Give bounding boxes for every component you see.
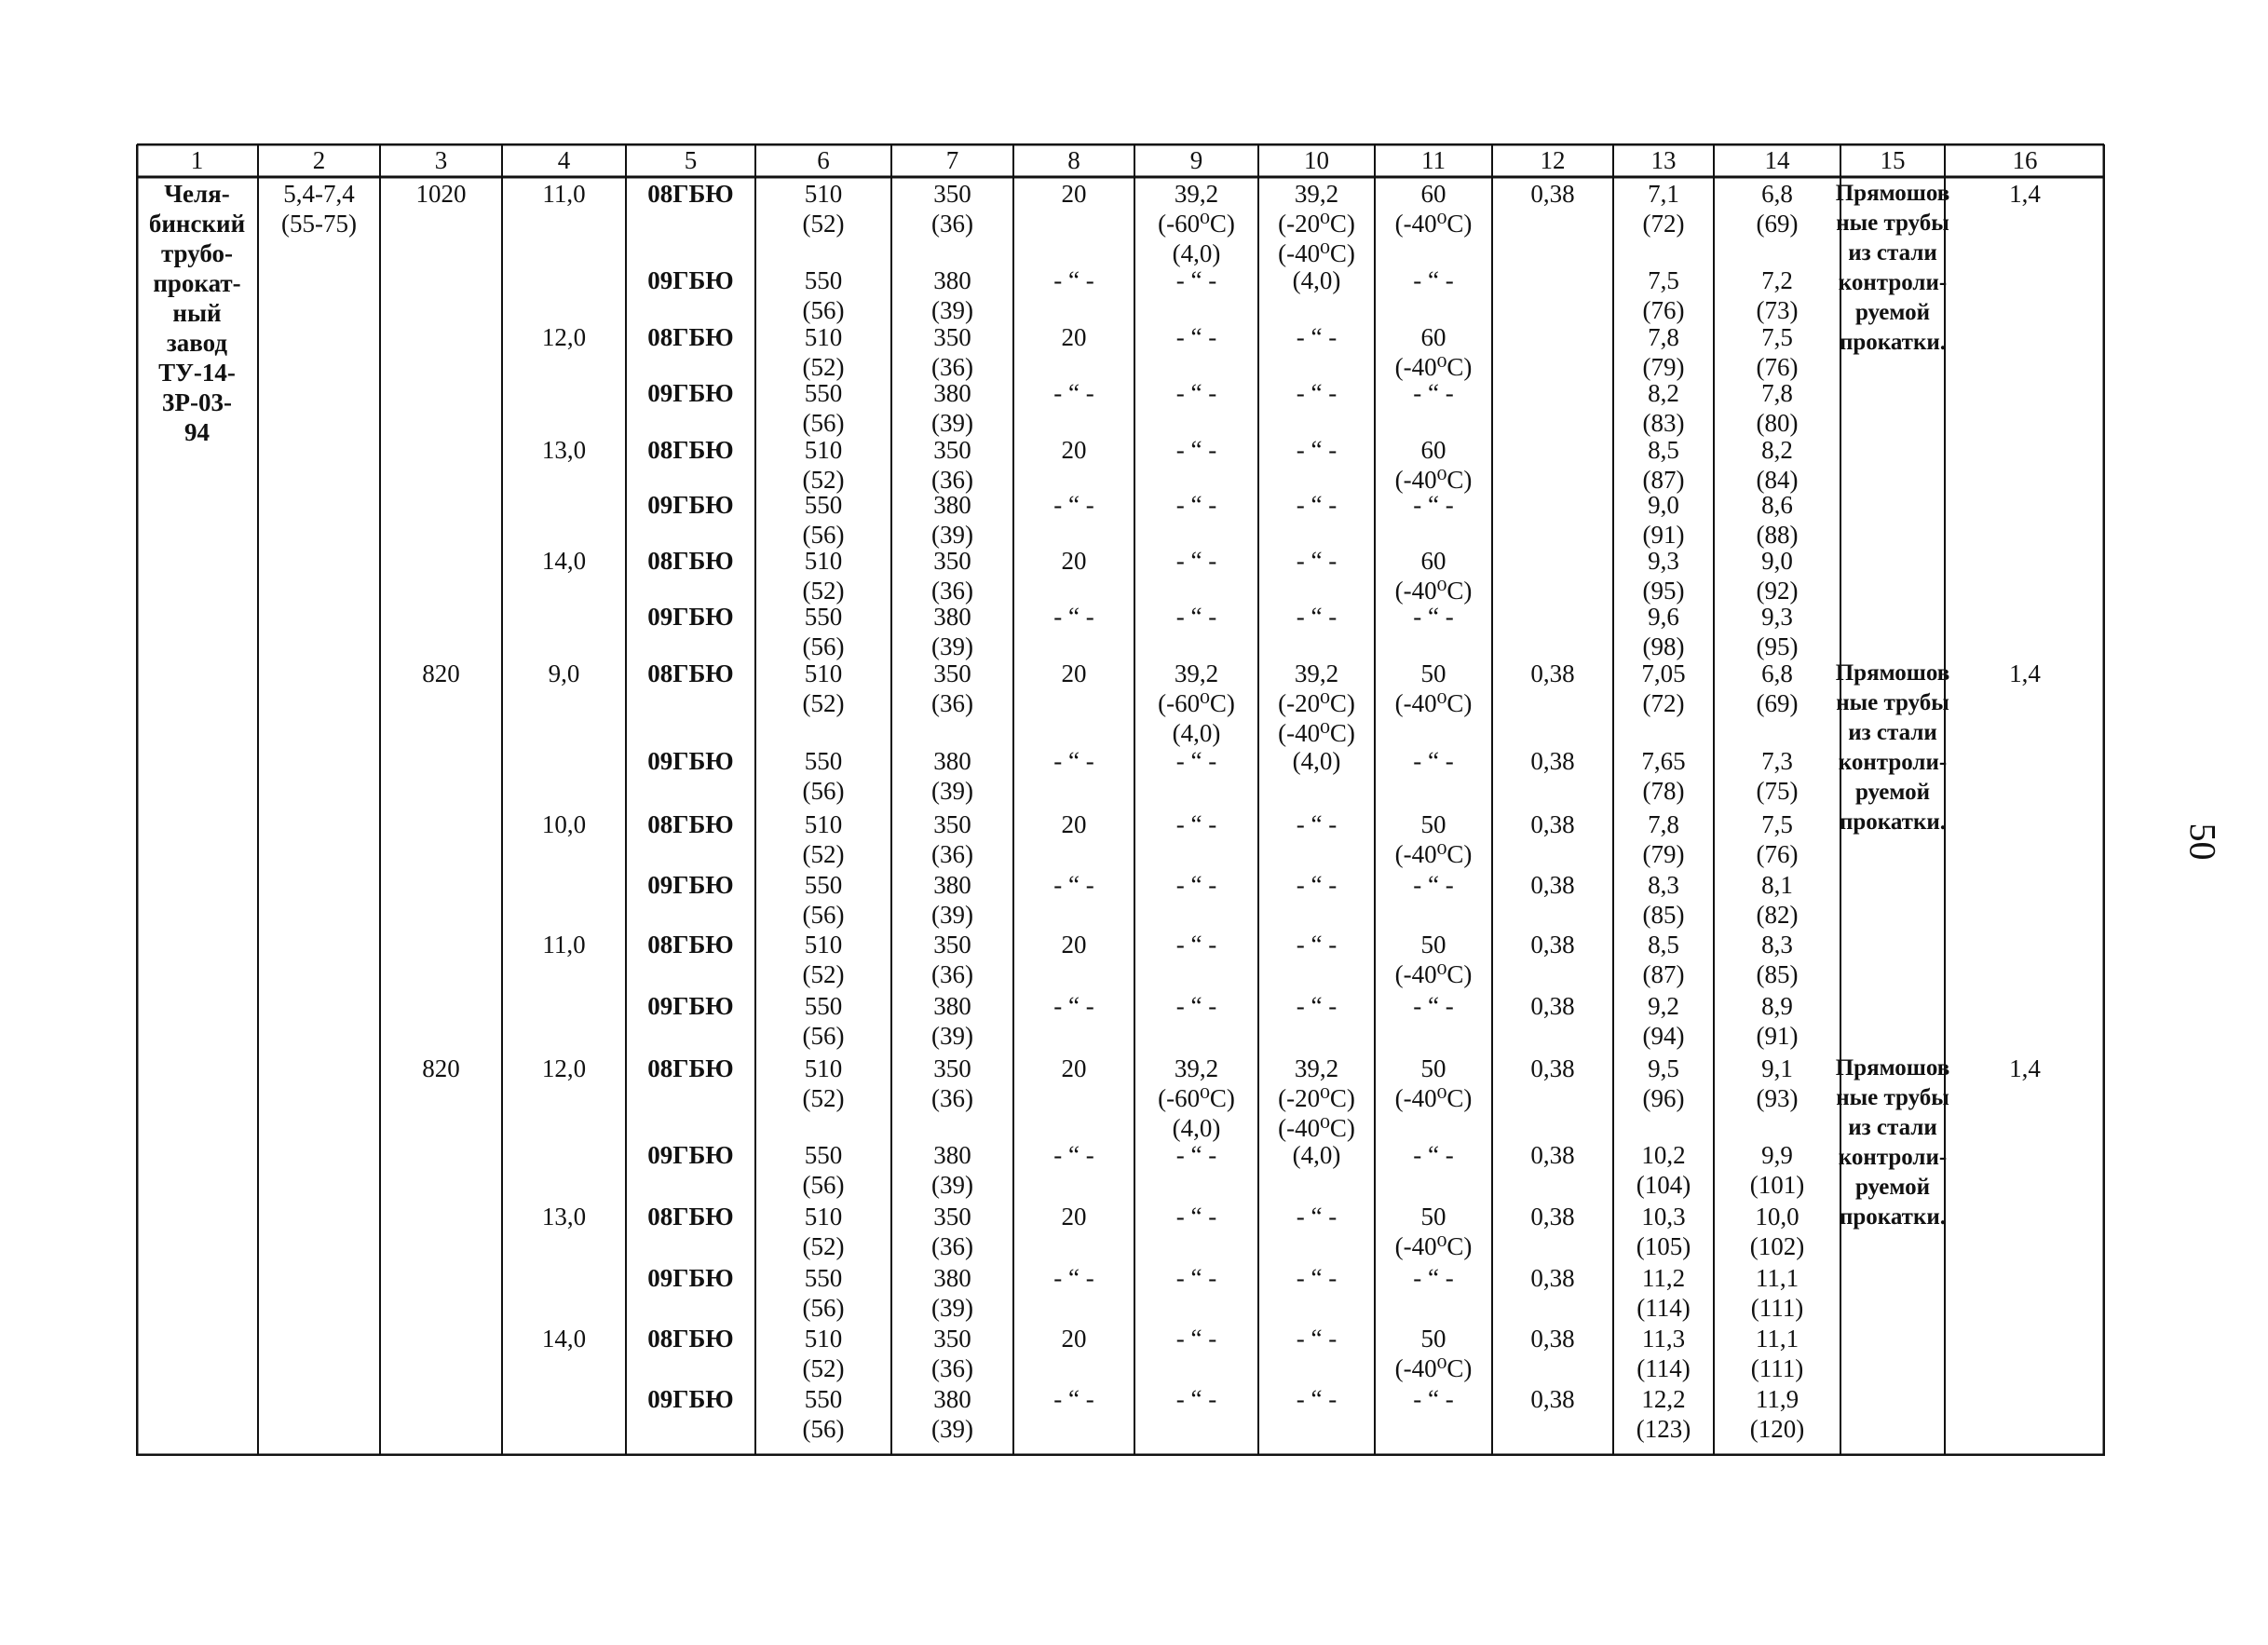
cell-r5-c5: 08ГБЮ — [647, 436, 734, 464]
cell-r3-c6: 510 (52) — [802, 323, 845, 381]
cell-r9-c5: 08ГБЮ — [647, 659, 734, 687]
cell-r2-c11: - “ - — [1413, 266, 1454, 294]
cell-r12-c10: - “ - — [1296, 871, 1338, 899]
cell-r19-c11: 50 (-40⁰С) — [1394, 1325, 1473, 1382]
cell-r13-c13: 8,5 (87) — [1642, 931, 1685, 988]
cell-r20-c6: 550 (56) — [802, 1385, 845, 1443]
coefficient-cell: 1,4 — [2009, 659, 2041, 687]
cell-r16-c8: - “ - — [1053, 1141, 1094, 1169]
cell-r10-c11: - “ - — [1413, 747, 1454, 775]
cell-r12-c7: 380 (39) — [931, 871, 973, 929]
cell-r1-c4: 11,0 — [542, 180, 586, 208]
cell-r14-c13: 9,2 (94) — [1642, 992, 1685, 1050]
cell-r20-c9: - “ - — [1175, 1385, 1217, 1413]
cell-r10-c13: 7,65 (78) — [1641, 747, 1686, 805]
cell-r9-c12: 0,38 — [1530, 659, 1575, 687]
cell-r13-c5: 08ГБЮ — [647, 931, 734, 958]
cell-r17-c9: - “ - — [1175, 1203, 1217, 1230]
plant-name-cell: Челя- бинский трубо- прокат- ный завод ТУ-14- 3Р-03- 94 — [148, 180, 246, 446]
cell-r15-c3: 820 — [422, 1054, 460, 1082]
cell-r13-c7: 350 (36) — [931, 931, 973, 988]
cell-r15-c9: 39,2 (-60⁰С) (4,0) — [1158, 1054, 1235, 1142]
cell-r6-c10: - “ - — [1296, 491, 1338, 519]
cell-r19-c10: - “ - — [1296, 1325, 1338, 1353]
cell-r16-c5: 09ГБЮ — [647, 1141, 734, 1169]
cell-r1-c3: 1020 — [415, 180, 467, 208]
cell-r3-c10: - “ - — [1296, 323, 1338, 351]
cell-r4-c8: - “ - — [1053, 379, 1094, 407]
cell-r8-c11: - “ - — [1413, 603, 1454, 631]
cell-r10-c5: 09ГБЮ — [647, 747, 734, 775]
cell-r2-c14: 7,2 (73) — [1756, 266, 1799, 324]
cell-r10-c12: 0,38 — [1530, 747, 1575, 775]
cell-r10-c8: - “ - — [1053, 747, 1094, 775]
cell-r8-c6: 550 (56) — [802, 603, 845, 660]
cell-r18-c6: 550 (56) — [802, 1264, 845, 1322]
cell-r11-c13: 7,8 (79) — [1642, 810, 1685, 868]
cell-r5-c7: 350 (36) — [931, 436, 973, 494]
cell-r5-c14: 8,2 (84) — [1756, 436, 1799, 494]
cell-r1-c5: 08ГБЮ — [647, 180, 734, 208]
cell-r9-c10: 39,2 (-20⁰С) (-40⁰С) — [1278, 659, 1355, 747]
cell-r2-c7: 380 (39) — [931, 266, 973, 324]
cell-r10-c14: 7,3 (75) — [1756, 747, 1799, 805]
cell-r13-c6: 510 (52) — [802, 931, 845, 988]
cell-r17-c10: - “ - — [1296, 1203, 1338, 1230]
cell-r18-c14: 11,1 (111) — [1750, 1264, 1804, 1322]
note-cell: Прямошов ные трубы из стали контроли- руемой прокатки. — [1835, 660, 1950, 835]
cell-r4-c6: 550 (56) — [802, 379, 845, 437]
column-header-10: 10 — [1304, 146, 1329, 174]
cell-r8-c8: - “ - — [1053, 603, 1094, 631]
cell-r2-c5: 09ГБЮ — [647, 266, 734, 294]
column-header-16: 16 — [2012, 146, 2038, 174]
cell-r9-c7: 350 (36) — [931, 659, 973, 717]
cell-r15-c10: 39,2 (-20⁰С) (-40⁰С) — [1278, 1054, 1355, 1142]
column-header-12: 12 — [1540, 146, 1566, 174]
cell-r16-c12: 0,38 — [1530, 1141, 1575, 1169]
cell-r5-c10: - “ - — [1296, 436, 1338, 464]
cell-r6-c14: 8,6 (88) — [1756, 491, 1799, 549]
column-header-2: 2 — [312, 146, 326, 174]
cell-r11-c7: 350 (36) — [931, 810, 973, 868]
cell-r13-c12: 0,38 — [1530, 931, 1575, 958]
cell-r2-c6: 550 (56) — [802, 266, 845, 324]
cell-r4-c9: - “ - — [1175, 379, 1217, 407]
cell-r7-c14: 9,0 (92) — [1756, 547, 1799, 605]
cell-r10-c6: 550 (56) — [802, 747, 845, 805]
cell-r17-c6: 510 (52) — [802, 1203, 845, 1260]
column-header-7: 7 — [945, 146, 959, 174]
cell-r11-c5: 08ГБЮ — [647, 810, 734, 838]
cell-r5-c9: - “ - — [1175, 436, 1217, 464]
cell-r20-c12: 0,38 — [1530, 1385, 1575, 1413]
cell-r2-c9: - “ - — [1175, 266, 1217, 294]
cell-r4-c5: 09ГБЮ — [647, 379, 734, 407]
cell-r5-c11: 60 (-40⁰С) — [1394, 436, 1473, 494]
cell-r7-c4: 14,0 — [541, 547, 587, 575]
cell-r17-c14: 10,0 (102) — [1749, 1203, 1805, 1260]
cell-r17-c5: 08ГБЮ — [647, 1203, 734, 1230]
cell-r16-c13: 10,2 (104) — [1636, 1141, 1691, 1199]
cell-r15-c8: 20 — [1061, 1054, 1087, 1082]
coefficient-cell: 1,4 — [2009, 1054, 2041, 1082]
cell-r8-c5: 09ГБЮ — [647, 603, 734, 631]
cell-r3-c5: 08ГБЮ — [647, 323, 734, 351]
cell-r17-c7: 350 (36) — [931, 1203, 973, 1260]
cell-r7-c10: - “ - — [1296, 547, 1338, 575]
cell-r9-c14: 6,8 (69) — [1756, 659, 1799, 717]
cell-r9-c13: 7,05 (72) — [1641, 659, 1686, 717]
column-header-15: 15 — [1880, 146, 1906, 174]
cell-r2-c10: (4,0) — [1292, 266, 1341, 294]
cell-r3-c7: 350 (36) — [931, 323, 973, 381]
cell-r6-c13: 9,0 (91) — [1642, 491, 1685, 549]
cell-r15-c11: 50 (-40⁰С) — [1394, 1054, 1473, 1112]
cell-r20-c5: 09ГБЮ — [647, 1385, 734, 1413]
cell-r11-c6: 510 (52) — [802, 810, 845, 868]
cell-r1-c12: 0,38 — [1530, 180, 1575, 208]
cell-r1-c13: 7,1 (72) — [1642, 180, 1685, 238]
cell-r13-c11: 50 (-40⁰С) — [1394, 931, 1473, 988]
column-header-11: 11 — [1421, 146, 1446, 174]
table-grid — [136, 143, 2105, 1456]
cell-r16-c9: - “ - — [1175, 1141, 1217, 1169]
note-cell: Прямошов ные трубы из стали контроли- руемой прокатки. — [1835, 1055, 1950, 1230]
cell-r18-c8: - “ - — [1053, 1264, 1094, 1292]
cell-r20-c10: - “ - — [1296, 1385, 1338, 1413]
cell-r4-c7: 380 (39) — [931, 379, 973, 437]
cell-r9-c8: 20 — [1061, 659, 1087, 687]
cell-r8-c13: 9,6 (98) — [1642, 603, 1685, 660]
cell-r3-c13: 7,8 (79) — [1642, 323, 1685, 381]
cell-r5-c8: 20 — [1061, 436, 1087, 464]
cell-r11-c9: - “ - — [1175, 810, 1217, 838]
column-header-13: 13 — [1650, 146, 1677, 174]
cell-r11-c8: 20 — [1061, 810, 1087, 838]
cell-r17-c13: 10,3 (105) — [1636, 1203, 1691, 1260]
column-header-9: 9 — [1189, 146, 1203, 174]
cell-r16-c7: 380 (39) — [931, 1141, 973, 1199]
cell-r14-c9: - “ - — [1175, 992, 1217, 1020]
cell-r12-c8: - “ - — [1053, 871, 1094, 899]
cell-r18-c9: - “ - — [1175, 1264, 1217, 1292]
cell-r20-c14: 11,9 (120) — [1749, 1385, 1805, 1443]
cell-r1-c10: 39,2 (-20⁰С) (-40⁰С) — [1278, 180, 1355, 267]
cell-r5-c4: 13,0 — [541, 436, 587, 464]
cell-r1-c8: 20 — [1061, 180, 1087, 208]
cell-r6-c7: 380 (39) — [931, 491, 973, 549]
cell-r17-c11: 50 (-40⁰С) — [1394, 1203, 1473, 1260]
cell-r7-c6: 510 (52) — [802, 547, 845, 605]
cell-r19-c13: 11,3 (114) — [1636, 1325, 1691, 1382]
cell-r19-c9: - “ - — [1175, 1325, 1217, 1353]
cell-r15-c7: 350 (36) — [931, 1054, 973, 1112]
cell-r1-c6: 510 (52) — [802, 180, 845, 238]
column-header-1: 1 — [190, 146, 204, 174]
spec-table — [136, 143, 2105, 1456]
cell-r7-c8: 20 — [1061, 547, 1087, 575]
cell-r18-c5: 09ГБЮ — [647, 1264, 734, 1292]
cell-r15-c6: 510 (52) — [802, 1054, 845, 1112]
cell-r9-c4: 9,0 — [548, 659, 580, 687]
cell-r14-c12: 0,38 — [1530, 992, 1575, 1020]
cell-r4-c10: - “ - — [1296, 379, 1338, 407]
cell-r19-c6: 510 (52) — [802, 1325, 845, 1382]
cell-r12-c5: 09ГБЮ — [647, 871, 734, 899]
cell-r6-c5: 09ГБЮ — [647, 491, 734, 519]
cell-r7-c7: 350 (36) — [931, 547, 973, 605]
cell-r15-c13: 9,5 (96) — [1642, 1054, 1685, 1112]
cell-r14-c10: - “ - — [1296, 992, 1338, 1020]
cell-r6-c11: - “ - — [1413, 491, 1454, 519]
cell-r9-c11: 50 (-40⁰С) — [1394, 659, 1473, 717]
cell-r19-c14: 11,1 (111) — [1750, 1325, 1804, 1382]
cell-r6-c9: - “ - — [1175, 491, 1217, 519]
cell-r9-c3: 820 — [422, 659, 460, 687]
cell-r10-c10: (4,0) — [1292, 747, 1341, 775]
cell-r10-c9: - “ - — [1175, 747, 1217, 775]
cell-r9-c6: 510 (52) — [802, 659, 845, 717]
cell-r12-c6: 550 (56) — [802, 871, 845, 929]
cell-r3-c9: - “ - — [1175, 323, 1217, 351]
cell-r13-c14: 8,3 (85) — [1756, 931, 1799, 988]
cell-r19-c4: 14,0 — [541, 1325, 587, 1353]
cell-r19-c12: 0,38 — [1530, 1325, 1575, 1353]
cell-r5-c13: 8,5 (87) — [1642, 436, 1685, 494]
column-header-4: 4 — [557, 146, 571, 174]
cell-r13-c8: 20 — [1061, 931, 1087, 958]
cell-r20-c8: - “ - — [1053, 1385, 1094, 1413]
cell-r11-c14: 7,5 (76) — [1756, 810, 1799, 868]
cell-r19-c7: 350 (36) — [931, 1325, 973, 1382]
cell-r17-c4: 13,0 — [541, 1203, 587, 1230]
cell-r19-c8: 20 — [1061, 1325, 1087, 1353]
cell-r17-c8: 20 — [1061, 1203, 1087, 1230]
cell-r12-c12: 0,38 — [1530, 871, 1575, 899]
cell-r6-c8: - “ - — [1053, 491, 1094, 519]
cell-r12-c14: 8,1 (82) — [1756, 871, 1799, 929]
cell-r20-c11: - “ - — [1413, 1385, 1454, 1413]
cell-r4-c11: - “ - — [1413, 379, 1454, 407]
cell-r14-c11: - “ - — [1413, 992, 1454, 1020]
cell-r3-c8: 20 — [1061, 323, 1087, 351]
cell-r7-c13: 9,3 (95) — [1642, 547, 1685, 605]
cell-r18-c12: 0,38 — [1530, 1264, 1575, 1292]
cell-r7-c5: 08ГБЮ — [647, 547, 734, 575]
cell-r8-c10: - “ - — [1296, 603, 1338, 631]
cell-r7-c9: - “ - — [1175, 547, 1217, 575]
cell-r14-c8: - “ - — [1053, 992, 1094, 1020]
cell-r4-c14: 7,8 (80) — [1756, 379, 1799, 437]
cell-r8-c9: - “ - — [1175, 603, 1217, 631]
column-header-8: 8 — [1067, 146, 1080, 174]
cell-r8-c7: 380 (39) — [931, 603, 973, 660]
coefficient-cell: 1,4 — [2009, 180, 2041, 208]
cell-r18-c11: - “ - — [1413, 1264, 1454, 1292]
cell-r1-c11: 60 (-40⁰С) — [1394, 180, 1473, 238]
cell-r3-c11: 60 (-40⁰С) — [1394, 323, 1473, 381]
cell-r2-c13: 7,5 (76) — [1642, 266, 1685, 324]
cell-r18-c13: 11,2 (114) — [1636, 1264, 1691, 1322]
column-header-6: 6 — [817, 146, 830, 174]
cell-r20-c13: 12,2 (123) — [1636, 1385, 1691, 1443]
cell-r3-c4: 12,0 — [541, 323, 587, 351]
cell-r12-c11: - “ - — [1413, 871, 1454, 899]
cell-r7-c11: 60 (-40⁰С) — [1394, 547, 1473, 605]
note-cell: Прямошов ные трубы из стали контроли- руемой прокатки. — [1835, 181, 1950, 355]
column-header-3: 3 — [434, 146, 448, 174]
cell-r13-c9: - “ - — [1175, 931, 1217, 958]
cell-r14-c14: 8,9 (91) — [1756, 992, 1799, 1050]
cell-r8-c14: 9,3 (95) — [1756, 603, 1799, 660]
cell-r10-c7: 380 (39) — [931, 747, 973, 805]
cell-r13-c4: 11,0 — [542, 931, 586, 958]
column-header-14: 14 — [1764, 146, 1790, 174]
cell-r12-c13: 8,3 (85) — [1642, 871, 1685, 929]
cell-r14-c5: 09ГБЮ — [647, 992, 734, 1020]
cell-r15-c5: 08ГБЮ — [647, 1054, 734, 1082]
cell-r5-c6: 510 (52) — [802, 436, 845, 494]
cell-r11-c11: 50 (-40⁰С) — [1394, 810, 1473, 868]
cell-r12-c9: - “ - — [1175, 871, 1217, 899]
pressure-range-cell: 5,4-7,4 (55-75) — [281, 180, 357, 238]
column-header-5: 5 — [684, 146, 698, 174]
page-number: 50 — [2181, 822, 2224, 861]
cell-r20-c7: 380 (39) — [931, 1385, 973, 1443]
cell-r1-c14: 6,8 (69) — [1756, 180, 1799, 238]
cell-r1-c7: 350 (36) — [931, 180, 973, 238]
cell-r16-c6: 550 (56) — [802, 1141, 845, 1199]
cell-r2-c8: - “ - — [1053, 266, 1094, 294]
cell-r3-c14: 7,5 (76) — [1756, 323, 1799, 381]
cell-r14-c6: 550 (56) — [802, 992, 845, 1050]
cell-r15-c14: 9,1 (93) — [1756, 1054, 1799, 1112]
cell-r18-c10: - “ - — [1296, 1264, 1338, 1292]
cell-r6-c6: 550 (56) — [802, 491, 845, 549]
cell-r15-c12: 0,38 — [1530, 1054, 1575, 1082]
cell-r11-c12: 0,38 — [1530, 810, 1575, 838]
cell-r18-c7: 380 (39) — [931, 1264, 973, 1322]
cell-r17-c12: 0,38 — [1530, 1203, 1575, 1230]
cell-r13-c10: - “ - — [1296, 931, 1338, 958]
cell-r19-c5: 08ГБЮ — [647, 1325, 734, 1353]
cell-r16-c10: (4,0) — [1292, 1141, 1341, 1169]
cell-r4-c13: 8,2 (83) — [1642, 379, 1685, 437]
cell-r9-c9: 39,2 (-60⁰С) (4,0) — [1158, 659, 1235, 747]
cell-r16-c14: 9,9 (101) — [1749, 1141, 1805, 1199]
cell-r11-c10: - “ - — [1296, 810, 1338, 838]
cell-r1-c9: 39,2 (-60⁰С) (4,0) — [1158, 180, 1235, 267]
cell-r16-c11: - “ - — [1413, 1141, 1454, 1169]
cell-r14-c7: 380 (39) — [931, 992, 973, 1050]
cell-r15-c4: 12,0 — [541, 1054, 587, 1082]
cell-r11-c4: 10,0 — [541, 810, 587, 838]
